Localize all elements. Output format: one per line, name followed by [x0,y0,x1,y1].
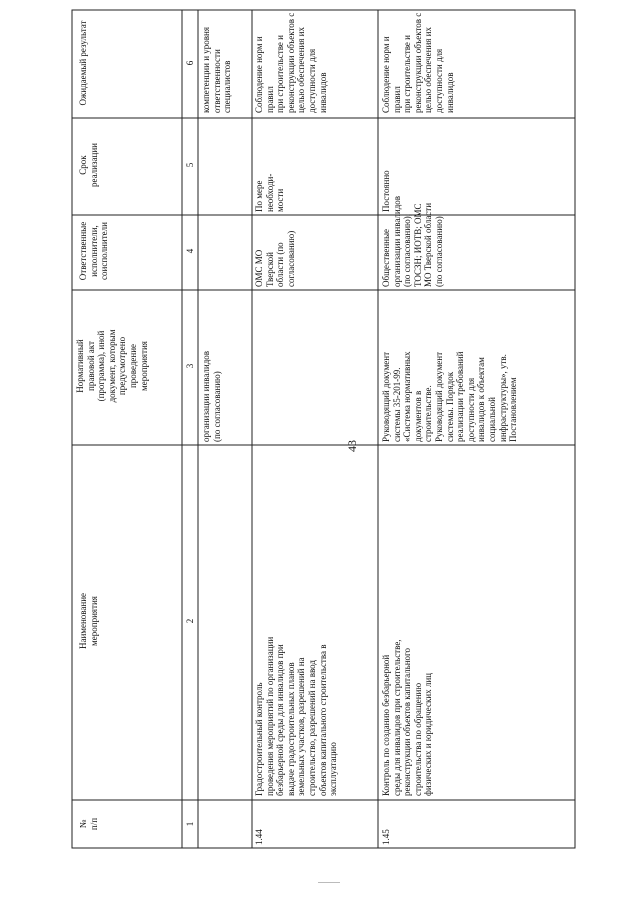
row2-number: 1.45 [381,829,391,845]
column-number-5: 5 [185,162,195,168]
column-number-2: 2 [185,618,195,624]
header-num: № п/п [78,817,99,831]
header-result: Ожидаемый результат [78,20,88,106]
row1-term: По мере необходи- мости [254,173,286,212]
row2-document: Руководящий документ системы 35-201-99. «Система нормативных документов в строительстве. Руководящий документ системы. Порядок реализации требований доступности для инвалидов к объектам социальной инфраструктуры», утв. Постановлением [381,351,519,442]
header-executors: Ответственные исполнители, соисполнители [78,221,110,281]
header-document: Нормативный правовой акт (программа), иной документ, которым предусмотрено проведение мероприятия [75,329,149,403]
row0-result: компетенции и уровня ответственности специалистов [201,27,233,113]
row1-name: Градостроительный контроль проведения мероприятий по организации безбарьерной среды для инвалидов при выдаче градостроительных планов земельных участков, разрешений на строительство, разрешений на ввод объектов капитального строительства в эксплуатацию [254,636,339,796]
row1-executors: ОМС МО Тверской области (по согласованию) [254,230,296,287]
row1-result: Соблюдение норм и правил при строительстве и реконструкции объектов с целью обеспечения их доступности для инвалидов [254,12,328,113]
row2-result: Соблюдение норм и правил при строительстве и реконструкции объектов с целью обеспечения их доступности для инвалидов [381,12,455,113]
header-name: Наименование мероприятия [78,592,99,650]
scan-mark [318,882,340,883]
column-number-3: 3 [185,363,195,369]
column-number-4: 4 [185,248,195,254]
row1-number: 1.44 [254,829,264,845]
row0-executors: организации инвалидов (по согласованию) [201,350,222,442]
column-number-6: 6 [185,60,195,66]
row2-executors: Общественные организации инвалидов (по согласованию); ТОСЗН; ИОТВ; ОМС МО Тверской области (по согласованию) [381,195,444,287]
row2-term: Постоянно [381,170,391,212]
column-number-1: 1 [185,821,195,827]
row2-name: Контроль по созданию безбарьерной среды для инвалидов при строительстве, реконструкции объектов капитального строительства по обращению физических и юридических лиц [381,639,434,796]
page-number: 43 [345,440,359,452]
header-term: Срок реализации [78,143,99,187]
